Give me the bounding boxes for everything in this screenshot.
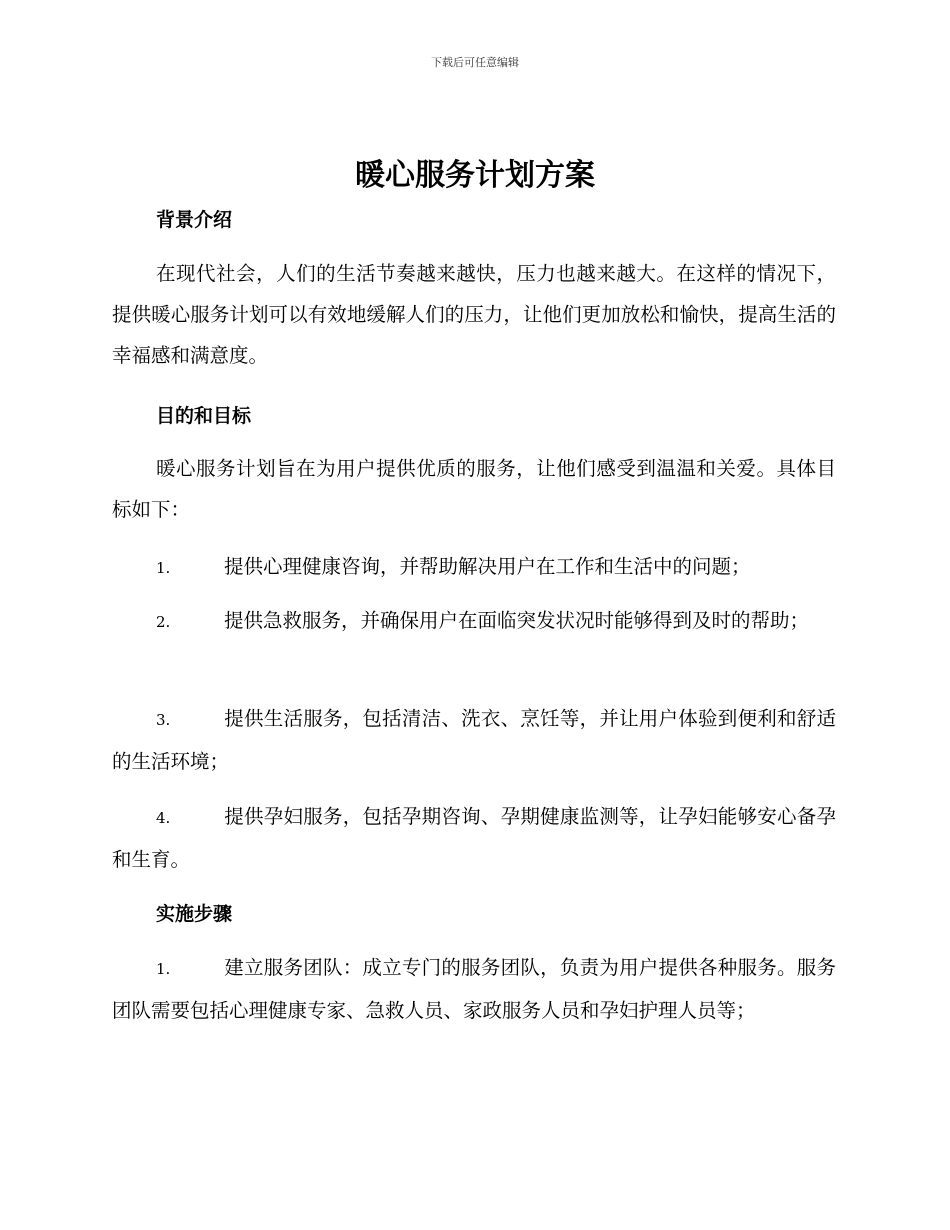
document-title: 暖心服务计划方案 (355, 158, 595, 193)
section-heading-goals: 目的和目标 (156, 405, 252, 427)
goal-item-text: 提供生活服务，包括清洁、洗衣、烹饪等，并让用户体验到便利和舒适的生活环境； (112, 707, 836, 773)
goal-item-1 (112, 546, 836, 589)
step-item-1 (112, 947, 836, 1031)
background-paragraph: 在现代社会，人们的生活节奏越来越快，压力也越来越大。在这样的情况下，提供暖心服务计划可以有效地缓解人们的压力，让他们更加放松和愉快，提高生活的幸福感和满意度。 (112, 262, 836, 367)
section-heading-steps: 实施步骤 (156, 903, 233, 925)
goal-item-number: 1. (156, 559, 171, 577)
goal-item-3 (112, 698, 836, 782)
header-note: 下载后可任意编辑 (431, 56, 519, 69)
goal-item-number: 2. (156, 613, 171, 631)
goal-item-text: 提供孕妇服务，包括孕期咨询、孕期健康监测等，让孕妇能够安心备孕和生育。 (112, 805, 836, 871)
goal-item-2 (112, 600, 836, 643)
section-heading-background: 背景介绍 (156, 209, 233, 231)
goal-item-text: 提供急救服务，并确保用户在面临突发状况时能够得到及时的帮助； (224, 609, 810, 632)
goal-item-text: 提供心理健康咨询，并帮助解决用户在工作和生活中的问题； (224, 555, 751, 578)
step-item-text: 建立服务团队：成立专门的服务团队，负责为用户提供各种服务。服务团队需要包括心理健康专家、急救人员、家政服务人员和孕妇护理人员等； (112, 956, 836, 1022)
goal-item-number: 4. (156, 809, 171, 827)
step-item-number: 1. (156, 960, 171, 978)
goal-item-4 (112, 796, 836, 880)
goals-paragraph: 暖心服务计划旨在为用户提供优质的服务，让他们感受到温温和关爱。具体目标如下： (112, 457, 836, 521)
goal-item-number: 3. (156, 711, 171, 729)
